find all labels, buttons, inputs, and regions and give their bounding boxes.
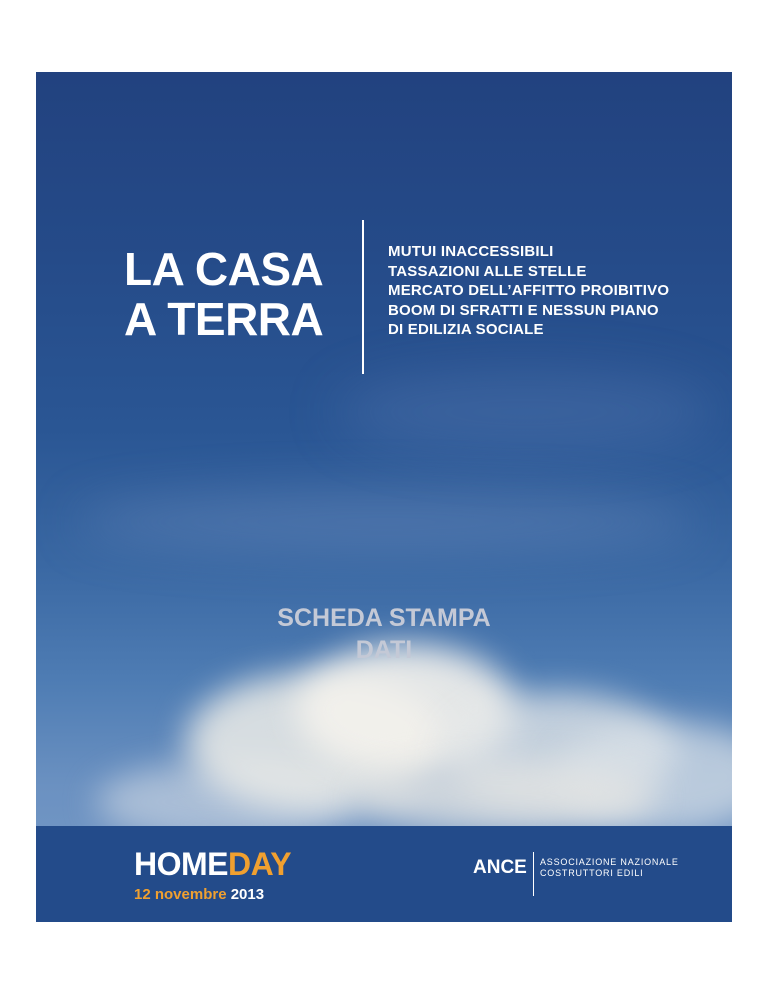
- cover-subtitle-line: MERCATO DELL’AFFITTO PROIBITIVO: [388, 282, 670, 299]
- ance-logo: ANCE: [473, 857, 527, 878]
- cloud-shape: [356, 762, 656, 832]
- homeday-logo: [134, 848, 291, 880]
- document-type-line: DATI: [355, 636, 413, 664]
- cover-title-line: LA CASA: [124, 243, 324, 295]
- cover-page: [36, 72, 732, 922]
- cover-subtitle-list: [388, 242, 669, 340]
- cover-subtitle-line: MUTUI INACCESSIBILI: [388, 243, 554, 260]
- cover-title: [124, 244, 323, 344]
- footer-band: [36, 826, 732, 922]
- cover-title-line: A TERRA: [124, 293, 324, 345]
- event-date-day-month: 12 novembre: [134, 886, 227, 903]
- ance-logo-divider: [533, 852, 534, 896]
- homeday-logo-home: HOME: [134, 846, 228, 882]
- cover-subtitle-line: TASSAZIONI ALLE STELLE: [388, 262, 587, 280]
- ance-name-line: ASSOCIAZIONE NAZIONALE: [540, 857, 679, 867]
- ance-full-name: [540, 857, 679, 879]
- title-divider: [362, 220, 364, 374]
- event-date: [134, 886, 264, 904]
- ance-name-line: COSTRUTTORI EDILI: [540, 868, 644, 878]
- cover-subtitle-line: BOOM DI SFRATTI E NESSUN PIANO: [388, 301, 659, 319]
- event-date-year: 2013: [230, 886, 265, 903]
- sky-haze: [336, 372, 716, 452]
- document-type-line: SCHEDA STAMPA: [277, 604, 491, 632]
- sky-haze: [76, 492, 696, 552]
- homeday-logo-day: DAY: [228, 846, 292, 882]
- document-type-label: [36, 602, 732, 666]
- cover-subtitle-line: DI EDILIZIA SOCIALE: [388, 321, 544, 338]
